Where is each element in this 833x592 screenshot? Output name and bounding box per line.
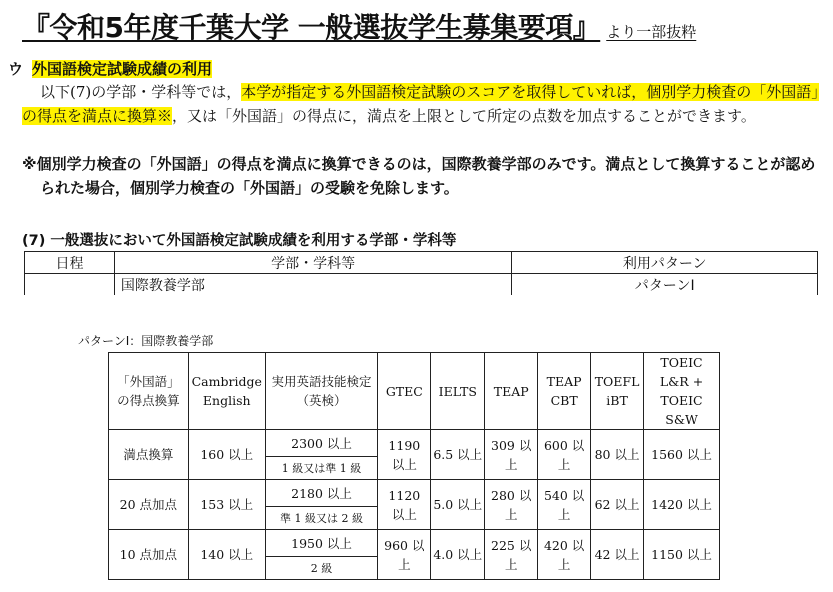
section-u-title: 外国語検定試験成績の利用 xyxy=(32,60,213,78)
table-row xyxy=(109,430,720,457)
row-label: 満点換算 xyxy=(109,430,189,480)
table-row xyxy=(109,530,720,557)
cell-toeic: 1150 以上 xyxy=(644,530,720,580)
cell-eiken-grade: 準 1 級又は 2 級 xyxy=(265,507,378,530)
para-prefix: 以下(7)の学部・学科等では， xyxy=(40,83,242,101)
section7-heading: (7) 一般選抜において外国語検定試験成績を利用する学部・学科等 xyxy=(22,233,457,249)
cell-gtec: 1190 以上 xyxy=(378,430,431,480)
cell-eiken-grade: 2 級 xyxy=(265,557,378,580)
cell-eiken-score: 2300 以上 xyxy=(265,430,378,457)
hdr-eiken: 実用英語技能検定（英検） xyxy=(265,353,378,430)
title-main: 『令和5年度千葉大学 一般選抜学生募集要項』 xyxy=(22,11,601,44)
cell-toefl: 62 以上 xyxy=(591,480,644,530)
header-pattern: 利用パターン xyxy=(512,252,818,274)
row-label: 10 点加点 xyxy=(109,530,189,580)
cell-toeic: 1420 以上 xyxy=(644,480,720,530)
cell-teap-cbt: 540 以上 xyxy=(538,480,591,530)
section-u-heading xyxy=(8,58,212,79)
section-u-note xyxy=(22,152,822,200)
cell-teap-cbt: 600 以上 xyxy=(538,430,591,480)
table-row xyxy=(109,480,720,507)
faculty-table-header xyxy=(25,252,818,274)
cell-eiken-score: 2180 以上 xyxy=(265,480,378,507)
cell-cambridge: 153 以上 xyxy=(188,480,265,530)
cell-teap-cbt: 420 以上 xyxy=(538,530,591,580)
hdr-toefl: TOEFL iBT xyxy=(591,353,644,430)
hdr-teap-cbt: TEAP CBT xyxy=(538,353,591,430)
cell-schedule xyxy=(25,274,115,296)
cell-pattern: パターンⅠ xyxy=(512,274,818,296)
cell-eiken-grade: 1 級又は準 1 級 xyxy=(265,457,378,480)
cell-faculty: 国際教養学部 xyxy=(114,274,511,296)
section-u-paragraph xyxy=(22,80,822,128)
cell-gtec: 960 以上 xyxy=(378,530,431,580)
cell-toeic: 1560 以上 xyxy=(644,430,720,480)
cell-ielts: 5.0 以上 xyxy=(431,480,485,530)
note-text: ※個別学力検査の「外国語」の得点を満点に換算できるのは，国際教養学部のみです。満点として換算することが認められた場合，個別学力検査の「外国語」の受験を免除します。 xyxy=(22,155,816,197)
pattern-caption: パターンⅠ：国際教養学部 xyxy=(78,334,214,348)
cell-ielts: 6.5 以上 xyxy=(431,430,485,480)
row-label: 20 点加点 xyxy=(109,480,189,530)
section-u-letter: ウ xyxy=(8,60,24,78)
para-highlight: 本学が指定する外国語検定試験のスコアを取得していれば，個別学力検査の「外国語」の得点を満点に換算※ xyxy=(22,83,819,125)
header-schedule: 日程 xyxy=(25,252,115,274)
cell-teap: 309 以上 xyxy=(485,430,538,480)
para-suffix: ，又は「外国語」の得点に，満点を上限として所定の点数を加点することができます。 xyxy=(172,107,756,125)
hdr-score: 「外国語」の得点換算 xyxy=(109,353,189,430)
cell-ielts: 4.0 以上 xyxy=(431,530,485,580)
cell-toefl: 80 以上 xyxy=(591,430,644,480)
hdr-ielts: IELTS xyxy=(431,353,485,430)
hdr-toeic: TOEIC L&R + TOEIC S&W xyxy=(644,353,720,430)
hdr-teap: TEAP xyxy=(485,353,538,430)
cell-cambridge: 140 以上 xyxy=(188,530,265,580)
header-faculty: 学部・学科等 xyxy=(114,252,511,274)
cell-gtec: 1120 以上 xyxy=(378,480,431,530)
cell-toefl: 42 以上 xyxy=(591,530,644,580)
cell-teap: 280 以上 xyxy=(485,480,538,530)
cell-teap: 225 以上 xyxy=(485,530,538,580)
title-sub: より一部抜粋 xyxy=(606,23,697,41)
document-title xyxy=(22,6,696,46)
cell-eiken-score: 1950 以上 xyxy=(265,530,378,557)
hdr-gtec: GTEC xyxy=(378,353,431,430)
faculty-table xyxy=(24,251,818,295)
cell-cambridge: 160 以上 xyxy=(188,430,265,480)
pattern-table-header xyxy=(109,353,720,430)
pattern-table xyxy=(108,352,720,580)
table-row xyxy=(25,274,818,296)
hdr-cambridge: Cambridge English xyxy=(188,353,265,430)
